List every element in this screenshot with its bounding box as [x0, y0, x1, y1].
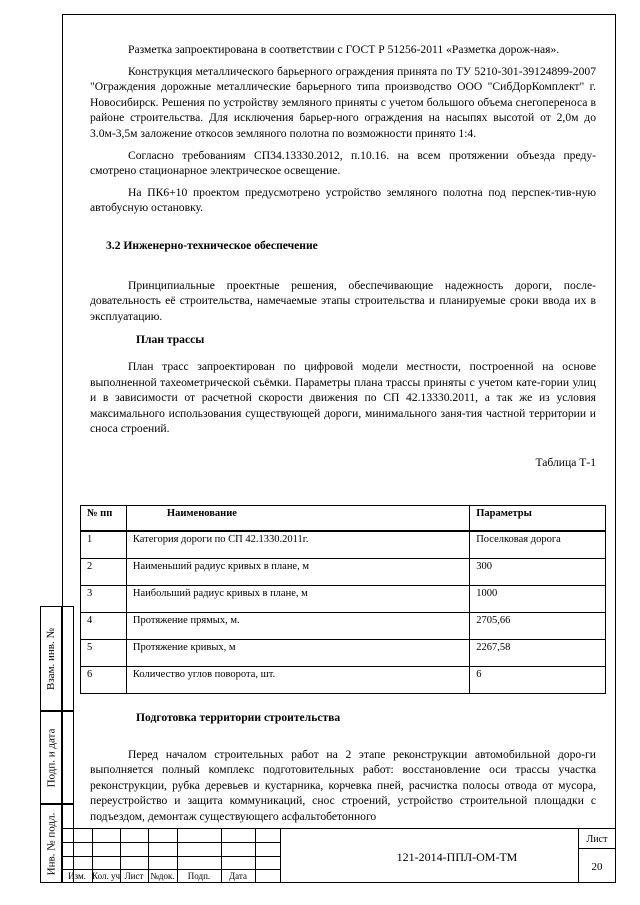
subheading-plan: План трассы [136, 333, 205, 347]
table-row [81, 613, 606, 640]
paragraph: Разметка запроектирована в соответствии с ГОСТ Р 51256-2011 «Разметка дорож-ная». [128, 43, 560, 56]
subheading-prep: Подготовка территории строительства [136, 711, 341, 724]
stamp-label-vzam: Взам. инв. № [45, 627, 57, 690]
table-cell: 2267,58 [470, 640, 606, 667]
table-row [81, 586, 606, 613]
table-header-cell: № пп [81, 506, 127, 532]
table-cell: Поселковая дорога [470, 531, 606, 559]
tb-label-ndok: №док. [150, 871, 175, 881]
table-cell: 2705,66 [470, 613, 606, 640]
table-caption: Таблица Т-1 [535, 455, 596, 469]
table-cell: 4 [81, 613, 127, 640]
table-cell: 5 [81, 640, 127, 667]
table-header-cell: Параметры [470, 506, 606, 532]
table-cell: Протяжение прямых, м. [126, 613, 469, 640]
page-number: 20 [591, 861, 603, 873]
document-body-continued [90, 710, 596, 831]
tb-label-izm: Изм. [68, 871, 86, 881]
table-cell: 300 [470, 559, 606, 586]
table-cell: 6 [470, 667, 606, 694]
title-block [62, 828, 616, 883]
stamp-label-inv: Инв. № подл. [45, 812, 57, 875]
table-cell: 6 [81, 667, 127, 694]
table-row [81, 640, 606, 667]
table-cell: Наименьший радиус кривых в плане, м [126, 559, 469, 586]
table-cell: Количество углов поворота, шт. [126, 667, 469, 694]
tb-label-kol: Кол. уч [92, 871, 120, 881]
tb-label-list: Лист [124, 871, 144, 881]
paragraph: Конструкция металлического барьерного ограждения принята по ТУ 5210-301-39124899-2007 "Ограждения дорожные металлические барьерного типа производство ООО "СибДорКомплект" г. Новосибирск. Решения по устройству земляного приняты с учетом большого объема снегопереноса в районе строительства. Для исключения барьер-ного ограждения на насыпях высотой от 2,0м до 3.0м-3,5м заложение откосов земляного полотна по возможности принято 1:4. [90, 64, 596, 140]
table-cell: 1 [81, 531, 127, 559]
table-row [81, 559, 606, 586]
table-cell: 2 [81, 559, 127, 586]
paragraph: Согласно требованиям СП34.13330.2012, п.10.16. на всем протяжении объезда преду-смотрено стационарное электрическое освещение. [90, 148, 596, 178]
table-cell: Наибольший радиус кривых в плане, м [126, 586, 469, 613]
paragraph: Принципиальные проектные решения, обеспечивающие надежность дороги, после-довательность её строительства, намечаемые этапы строительства и планируемые сроки ввода их в эксплуатацию. [90, 278, 596, 323]
stamp-cell-blank [62, 711, 74, 804]
table-header-cell: Наименование [126, 506, 469, 532]
parameters-table [80, 505, 606, 694]
paragraph: На ПК6+10 проектом предусмотрено устройство земляного полотна под перспек-тив-ную автобусную остановку. [90, 185, 596, 215]
table-cell: 3 [81, 586, 127, 613]
tb-label-podp: Подп. [187, 871, 211, 881]
stamp-label-podp: Подп. и дата [45, 728, 58, 787]
table-cell: Категория дороги по СП 42.1330.2011г. [126, 531, 469, 559]
document-body [90, 42, 596, 473]
table-cell: Протяжение кривых, м [126, 640, 469, 667]
table-cell: 1000 [470, 586, 606, 613]
document-code: 121-2014-ППЛ-ОМ-ТМ [396, 850, 518, 864]
paragraph: Перед началом строительных работ на 2 этапе реконструкции автомобильной доро-ги выполняется полный комплекс подготовительных работ: восстановление оси трассы участка реконструкции, рубка деревьев и кустарника, корчевка пней, расчистка полосы отвода от мусора, переустройство и защита коммуникаций, снос строений, устройство строительной площадки с подъездом, демонтаж существующего асфальтобетонного [90, 747, 596, 823]
stamp-cell-blank [62, 606, 74, 711]
table-row [81, 531, 606, 559]
table-header-row [81, 506, 606, 532]
sheet-label: Лист [586, 834, 608, 845]
table-row [81, 667, 606, 694]
paragraph: План трасс запроектирован по цифровой модели местности, построенной на основе выполненной тахеометрической съёмки. Параметры плана трассы приняты с учетом кате-гории улиц и в зависимости от расчетной скорости движения по СП 42.13330.2011, а так же из условия максимального использования существующей дороги, минимального заня-тия частной территории и сноса строений. [90, 359, 596, 436]
section-heading: 3.2 Инженерно-техническое обеспечение [106, 238, 318, 252]
tb-label-data: Дата [229, 871, 247, 881]
